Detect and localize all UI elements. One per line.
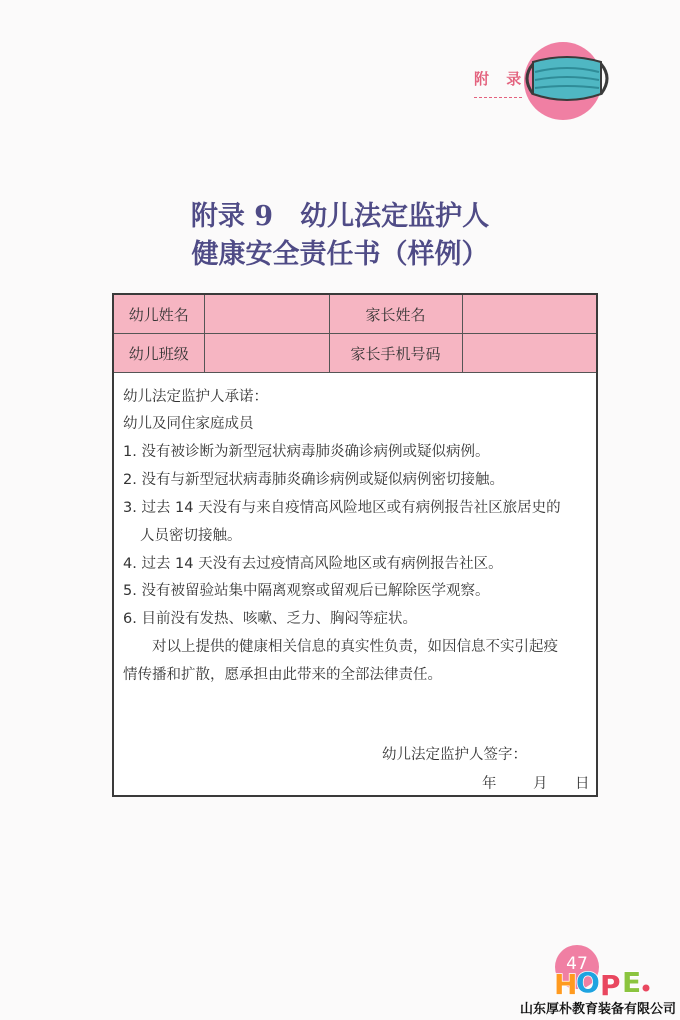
pledge-item: 5. 没有被留验站集中隔离观察或留观后已解除医学观察。 bbox=[123, 583, 490, 599]
pledge-subject: 幼儿及同住家庭成员 bbox=[123, 416, 254, 432]
pledge-item: 4. 过去 14 天没有去过疫情高风险地区或有病例报告社区。 bbox=[123, 556, 503, 572]
signature-label: 幼儿法定监护人签字： bbox=[382, 747, 527, 763]
child-class-label: 幼儿班级 bbox=[114, 334, 204, 373]
page-title-line1: 附录 9 幼儿法定监护人 bbox=[190, 201, 490, 232]
statement-line1: 对以上提供的健康相关信息的真实性负责，如因信息不实引起疫 bbox=[152, 639, 558, 655]
pledge-item: 1. 没有被诊断为新型冠状病毒肺炎确诊病例或疑似病例。 bbox=[123, 444, 490, 460]
hope-logo bbox=[552, 966, 656, 1000]
logo-letter: H bbox=[554, 968, 578, 1000]
responsibility-form bbox=[112, 293, 598, 797]
date-month: 月 bbox=[533, 776, 548, 792]
company-name: 山东厚朴教育装备有限公司 bbox=[519, 1002, 676, 1017]
face-mask-icon bbox=[519, 50, 615, 106]
table-row bbox=[114, 334, 596, 373]
parent-phone-label: 家长手机号码 bbox=[329, 334, 462, 373]
logo-letter: E bbox=[622, 966, 642, 999]
pledge-item-continuation: 人员密切接触。 bbox=[140, 528, 242, 544]
table-row bbox=[114, 295, 596, 334]
section-divider bbox=[474, 97, 522, 98]
page-title-line2: 健康安全责任书（样例） bbox=[191, 239, 489, 270]
pledge-item: 2. 没有与新型冠状病毒肺炎确诊病例或疑似病例密切接触。 bbox=[123, 472, 504, 488]
date-day: 日 bbox=[575, 776, 590, 792]
page-number: 47 bbox=[566, 954, 588, 974]
logo-letter: O bbox=[576, 966, 600, 999]
pledge-title: 幼儿法定监护人承诺： bbox=[123, 389, 268, 405]
logo-letter: P bbox=[600, 969, 621, 1000]
child-name-label: 幼儿姓名 bbox=[114, 295, 204, 334]
statement-line2: 情传播和扩散，愿承担由此带来的全部法律责任。 bbox=[123, 667, 442, 683]
child-name-field[interactable] bbox=[204, 295, 329, 334]
date-year: 年 bbox=[482, 776, 497, 792]
child-class-field[interactable] bbox=[204, 334, 329, 373]
parent-name-label: 家长姓名 bbox=[329, 295, 462, 334]
info-table bbox=[114, 295, 596, 373]
pledge-item: 6. 目前没有发热、咳嗽、乏力、胸闷等症状。 bbox=[123, 611, 417, 627]
parent-name-field[interactable] bbox=[462, 295, 596, 334]
pledge-item: 3. 过去 14 天没有与来自疫情高风险地区或有病例报告社区旅居史的 bbox=[123, 500, 561, 516]
section-label: 附 录 bbox=[474, 70, 528, 88]
parent-phone-field[interactable] bbox=[462, 334, 596, 373]
